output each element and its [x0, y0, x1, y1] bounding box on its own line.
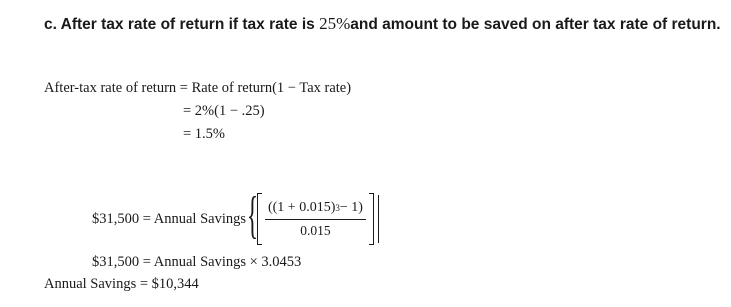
formula-lhs: $31,500 = Annual Savings [92, 210, 246, 227]
after-tax-rate-result: = 1.5% [183, 126, 226, 142]
formula-numerator [265, 200, 366, 219]
formula-right-bracket [369, 193, 374, 245]
heading-suffix: and amount to be saved on after tax rate of return. [350, 16, 721, 33]
annual-savings-result: Annual Savings = $10,344 [44, 276, 199, 292]
formula-denominator: 0.015 [300, 222, 331, 238]
after-tax-rate-substitution: = 2%(1 − .25) [183, 103, 265, 119]
heading-prefix: c. After tax rate of return if tax rate is [44, 16, 320, 33]
formula-fraction [265, 200, 366, 239]
annuity-formula [92, 187, 379, 246]
formula-right-bar [378, 195, 379, 243]
formula-left-brace: { [246, 187, 259, 244]
numerator-exponent: 3 [335, 202, 340, 213]
tax-rate-value: 25% [319, 14, 351, 33]
numerator-close: − 1) [339, 199, 363, 215]
section-heading [44, 14, 721, 34]
numerator-open: ((1 + 0.015) [267, 199, 336, 215]
after-tax-rate-equation: After-tax rate of return = Rate of return(1 − Tax rate) [44, 80, 352, 96]
annual-savings-equation: $31,500 = Annual Savings × 3.0453 [92, 254, 302, 270]
